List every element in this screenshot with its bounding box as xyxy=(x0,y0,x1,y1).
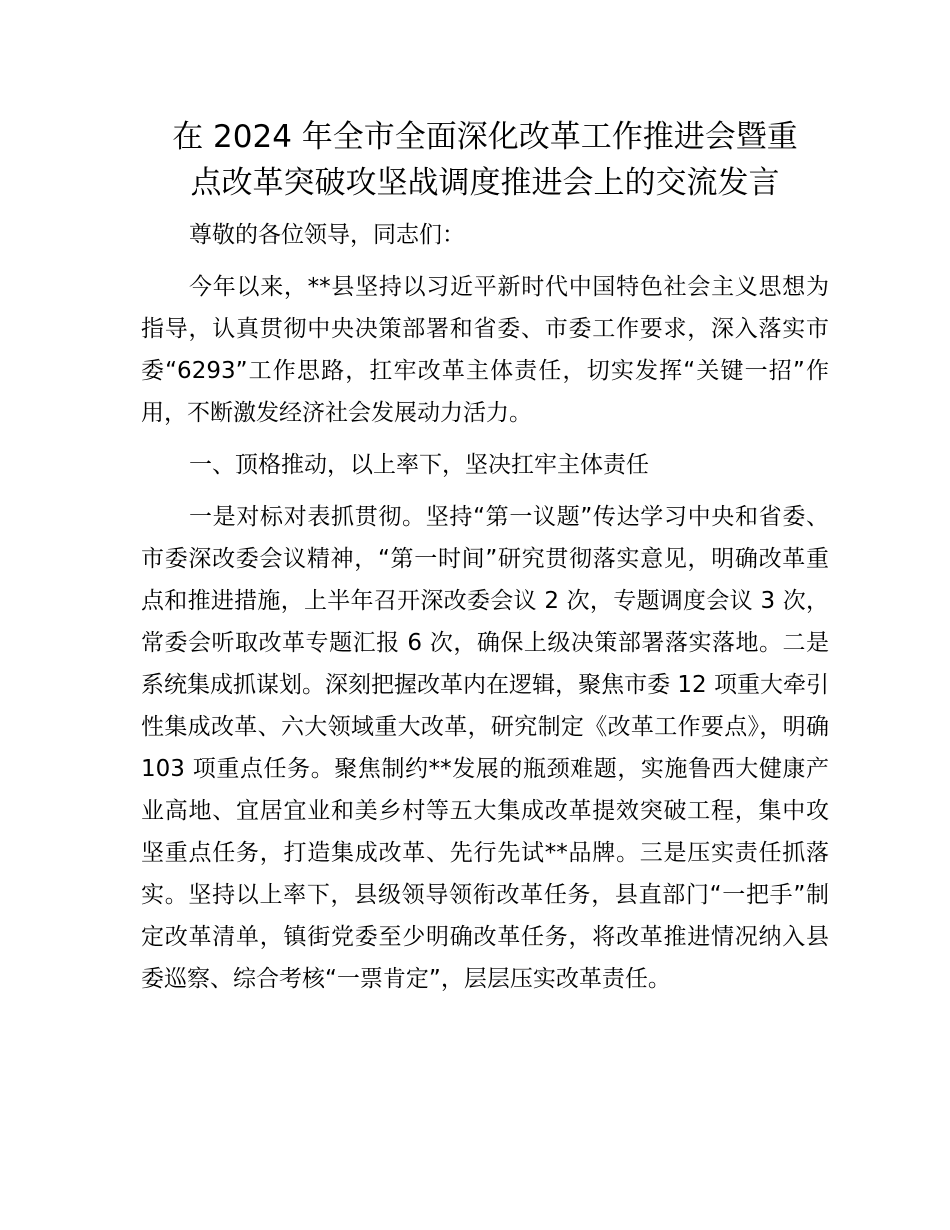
document-title xyxy=(141,114,829,206)
title-line-1: 在 2024 年全市全面深化改革工作推进会暨重 xyxy=(172,119,798,155)
salutation: 尊敬的各位领导，同志们： xyxy=(189,222,465,248)
intro-paragraph: 今年以来，**县坚持以习近平新时代中国特色社会主义思想为指导，认真贯彻中央决策部署和省委、市委工作要求，深入落实市委“6293”工作思路，扛牢改革主体责任，切实发挥“关键一招”作用，不断激发经济社会发展动力活力。 xyxy=(141,274,829,426)
section-body-paragraph: 一是对标对表抓贯彻。坚持“第一议题”传达学习中央和省委、市委深改委会议精神，“第一时间”研究贯彻落实意见，明确改革重点和推进措施，上半年召开深改委会议 2 次，专题调度会议 3 次，常委会听取改革专题汇报 6 次，确保上级决策部署落实落地。二是系统集成抓谋划。深刻把握改革内在逻辑，聚焦市委 12 项重大牵引性集成改革、六大领域重大改革，研究制定《改革工作要点》，明确 103 项重点任务。聚焦制约**发展的瓶颈难题，实施鲁西大健康产业高地、宜居宜业和美乡村等五大集成改革提效突破工程，集中攻坚重点任务，打造集成改革、先行先试**品牌。三是压实责任抓落实。坚持以上率下，县级领导领衔改革任务，县直部门“一把手”制定改革清单，镇街党委至少明确改革任务，将改革推进情况纳入县委巡察、综合考核“一票肯定”，层层压实改革责任。 xyxy=(141,504,829,992)
title-line-2: 点改革突破攻坚战调度推进会上的交流发言 xyxy=(190,165,780,201)
section-heading: 一、顶格推动，以上率下，坚决扛牢主体责任 xyxy=(189,452,649,478)
document-page xyxy=(141,114,829,1000)
document-body xyxy=(141,214,829,1000)
